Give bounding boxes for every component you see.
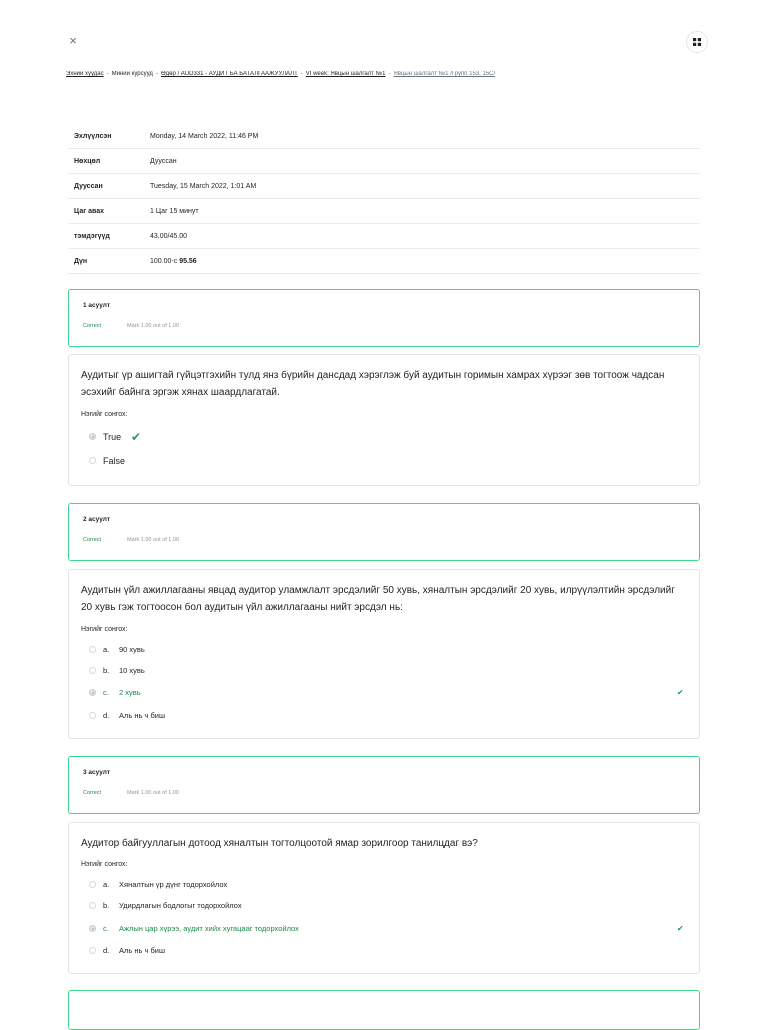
- breadcrumb-item[interactable]: Өдөр / AUD331 - АУДИТ БА БАТАЛГААЖУУЛАЛТ: [160, 71, 298, 77]
- question-info: [68, 503, 700, 561]
- radio-button[interactable]: [89, 712, 96, 719]
- option-text: False: [103, 456, 126, 466]
- question-text: Аудитын үйл ажиллагааны явцад аудитор уламжлалт эрсдэлийг 50 хувь, хяналтын эрсдэлийг 20 хувь, илрүүлэлтийн эрсдэлийг 20 хувь гэж тогтоосон бол аудитын үйл ажиллагааны нийт эрсдэл нь:: [81, 585, 675, 613]
- option-text: Удирдлагын бодлогыг тодорхойлох: [119, 901, 242, 910]
- option-letter: b.: [103, 666, 110, 675]
- question-mark: Mark 1.00 out of 1.00: [127, 323, 179, 329]
- option-text: Ажлын цар хүрээ, аудит хийх хугацааг тодорхойлох: [119, 924, 299, 933]
- summary-row: [68, 174, 700, 199]
- answer-option[interactable]: [89, 665, 689, 677]
- correct-check-icon: ✔: [677, 924, 684, 933]
- summary-row: [68, 199, 700, 224]
- correct-check-icon: ✔: [131, 430, 142, 444]
- answer-option[interactable]: [89, 923, 689, 935]
- summary-value: Tuesday, 15 March 2022, 1:01 AM: [144, 174, 700, 199]
- breadcrumb-separator: -: [300, 71, 303, 77]
- option-letter: a.: [103, 645, 110, 654]
- radio-button[interactable]: [89, 457, 96, 464]
- option-text: Аль нь ч биш: [119, 711, 165, 720]
- option-text: 2 хувь: [119, 688, 141, 697]
- answer-option[interactable]: [89, 687, 689, 699]
- answer-option[interactable]: [89, 455, 689, 467]
- answer-option[interactable]: [89, 710, 689, 722]
- summary-key: Цаг авах: [68, 199, 144, 224]
- summary-value: [144, 249, 700, 274]
- breadcrumb-item[interactable]: Явцын шалгалт №1 /Групп 153, 15C/: [393, 71, 496, 77]
- radio-button[interactable]: [89, 881, 96, 888]
- radio-button[interactable]: [89, 947, 96, 954]
- summary-row: [68, 149, 700, 174]
- question-text: Аудитор байгууллагын дотоод хяналтын тогтолцоотой ямар зорилгоор танилцдаг вэ?: [81, 838, 478, 849]
- drawer-toggle-button[interactable]: [686, 31, 708, 53]
- radio-button[interactable]: [89, 646, 96, 653]
- question-4-info: [68, 990, 700, 1030]
- question-state: Correct: [83, 323, 102, 329]
- question-content: [68, 822, 700, 974]
- answer-option[interactable]: [89, 644, 689, 656]
- summary-key: Дүн: [68, 249, 144, 274]
- summary-key: Нөхцөл: [68, 149, 144, 174]
- summary-value: 43.00/45.00: [144, 224, 700, 249]
- summary-value: 1 Цаг 15 минут: [144, 199, 700, 224]
- option-text: 10 хувь: [119, 666, 145, 675]
- close-icon[interactable]: ×: [69, 33, 77, 48]
- question-number: 3 асуулт: [83, 769, 111, 776]
- answer-prompt: Нэгийг сонгох:: [81, 861, 128, 868]
- question-number: 1 асуулт: [83, 302, 111, 309]
- radio-button[interactable]: [89, 902, 96, 909]
- grid-icon: [692, 37, 702, 47]
- grade-prefix: 100.00-с: [150, 257, 180, 265]
- breadcrumb-separator: -: [106, 71, 109, 77]
- question-number: 2 асуулт: [83, 516, 111, 523]
- option-letter: c.: [103, 924, 109, 933]
- correct-check-icon: ✔: [677, 688, 684, 697]
- summary-row: [68, 124, 700, 149]
- summary-key: тэмдэгүүд: [68, 224, 144, 249]
- breadcrumb-item[interactable]: VI week: Явцын шалгалт №1: [305, 71, 386, 77]
- attempt-summary-table: [68, 124, 700, 274]
- summary-key: Дууссан: [68, 174, 144, 199]
- radio-button[interactable]: [89, 433, 96, 440]
- option-letter: b.: [103, 901, 110, 910]
- top-bar: [0, 0, 768, 60]
- breadcrumb-item: Миний курсууд: [111, 71, 153, 77]
- radio-button[interactable]: [89, 925, 96, 932]
- grade-value: 95.56: [179, 257, 197, 265]
- summary-value: Дууссан: [144, 149, 700, 174]
- answer-option[interactable]: [89, 900, 689, 912]
- question-state: Correct: [83, 537, 102, 543]
- option-text: Хяналтын үр дүнг тодорхойлох: [119, 880, 228, 889]
- question-info: [68, 289, 700, 347]
- question-mark: Mark 1.00 out of 1.00: [127, 790, 179, 796]
- question-text: Аудитыг үр ашигтай гүйцэтгэхийн тулд янз бүрийн дансдад хэрэглэж буй аудитын горимын хамрах хүрээг зөв тогтоож чадсан эсэхийг байнга эргэж хянах шаардлагатай.: [81, 370, 665, 398]
- question-content: [68, 569, 700, 739]
- answer-option[interactable]: [89, 945, 689, 957]
- question-content: [68, 354, 700, 486]
- breadcrumb-separator: -: [155, 71, 158, 77]
- answer-prompt: Нэгийг сонгох:: [81, 411, 128, 418]
- question-state: Correct: [83, 790, 102, 796]
- option-letter: a.: [103, 880, 110, 889]
- breadcrumb-item[interactable]: Эхний хуудас: [66, 71, 104, 77]
- summary-row: [68, 224, 700, 249]
- option-text: Аль нь ч биш: [119, 946, 165, 955]
- radio-button[interactable]: [89, 667, 96, 674]
- answer-prompt: Нэгийг сонгох:: [81, 626, 128, 633]
- summary-key: Эхлүүлсэн: [68, 124, 144, 149]
- option-text: 90 хувь: [119, 645, 145, 654]
- option-letter: c.: [103, 688, 109, 697]
- breadcrumb: [66, 71, 706, 77]
- summary-value: Monday, 14 March 2022, 11:46 PM: [144, 124, 700, 149]
- summary-row: [68, 249, 700, 274]
- breadcrumb-separator: -: [388, 71, 391, 77]
- question-info: [68, 756, 700, 814]
- option-letter: d.: [103, 946, 110, 955]
- radio-button[interactable]: [89, 689, 96, 696]
- answer-option[interactable]: [89, 879, 689, 891]
- question-mark: Mark 1.00 out of 1.00: [127, 537, 179, 543]
- answer-option[interactable]: [89, 431, 689, 443]
- option-text: True: [103, 432, 122, 442]
- option-letter: d.: [103, 711, 110, 720]
